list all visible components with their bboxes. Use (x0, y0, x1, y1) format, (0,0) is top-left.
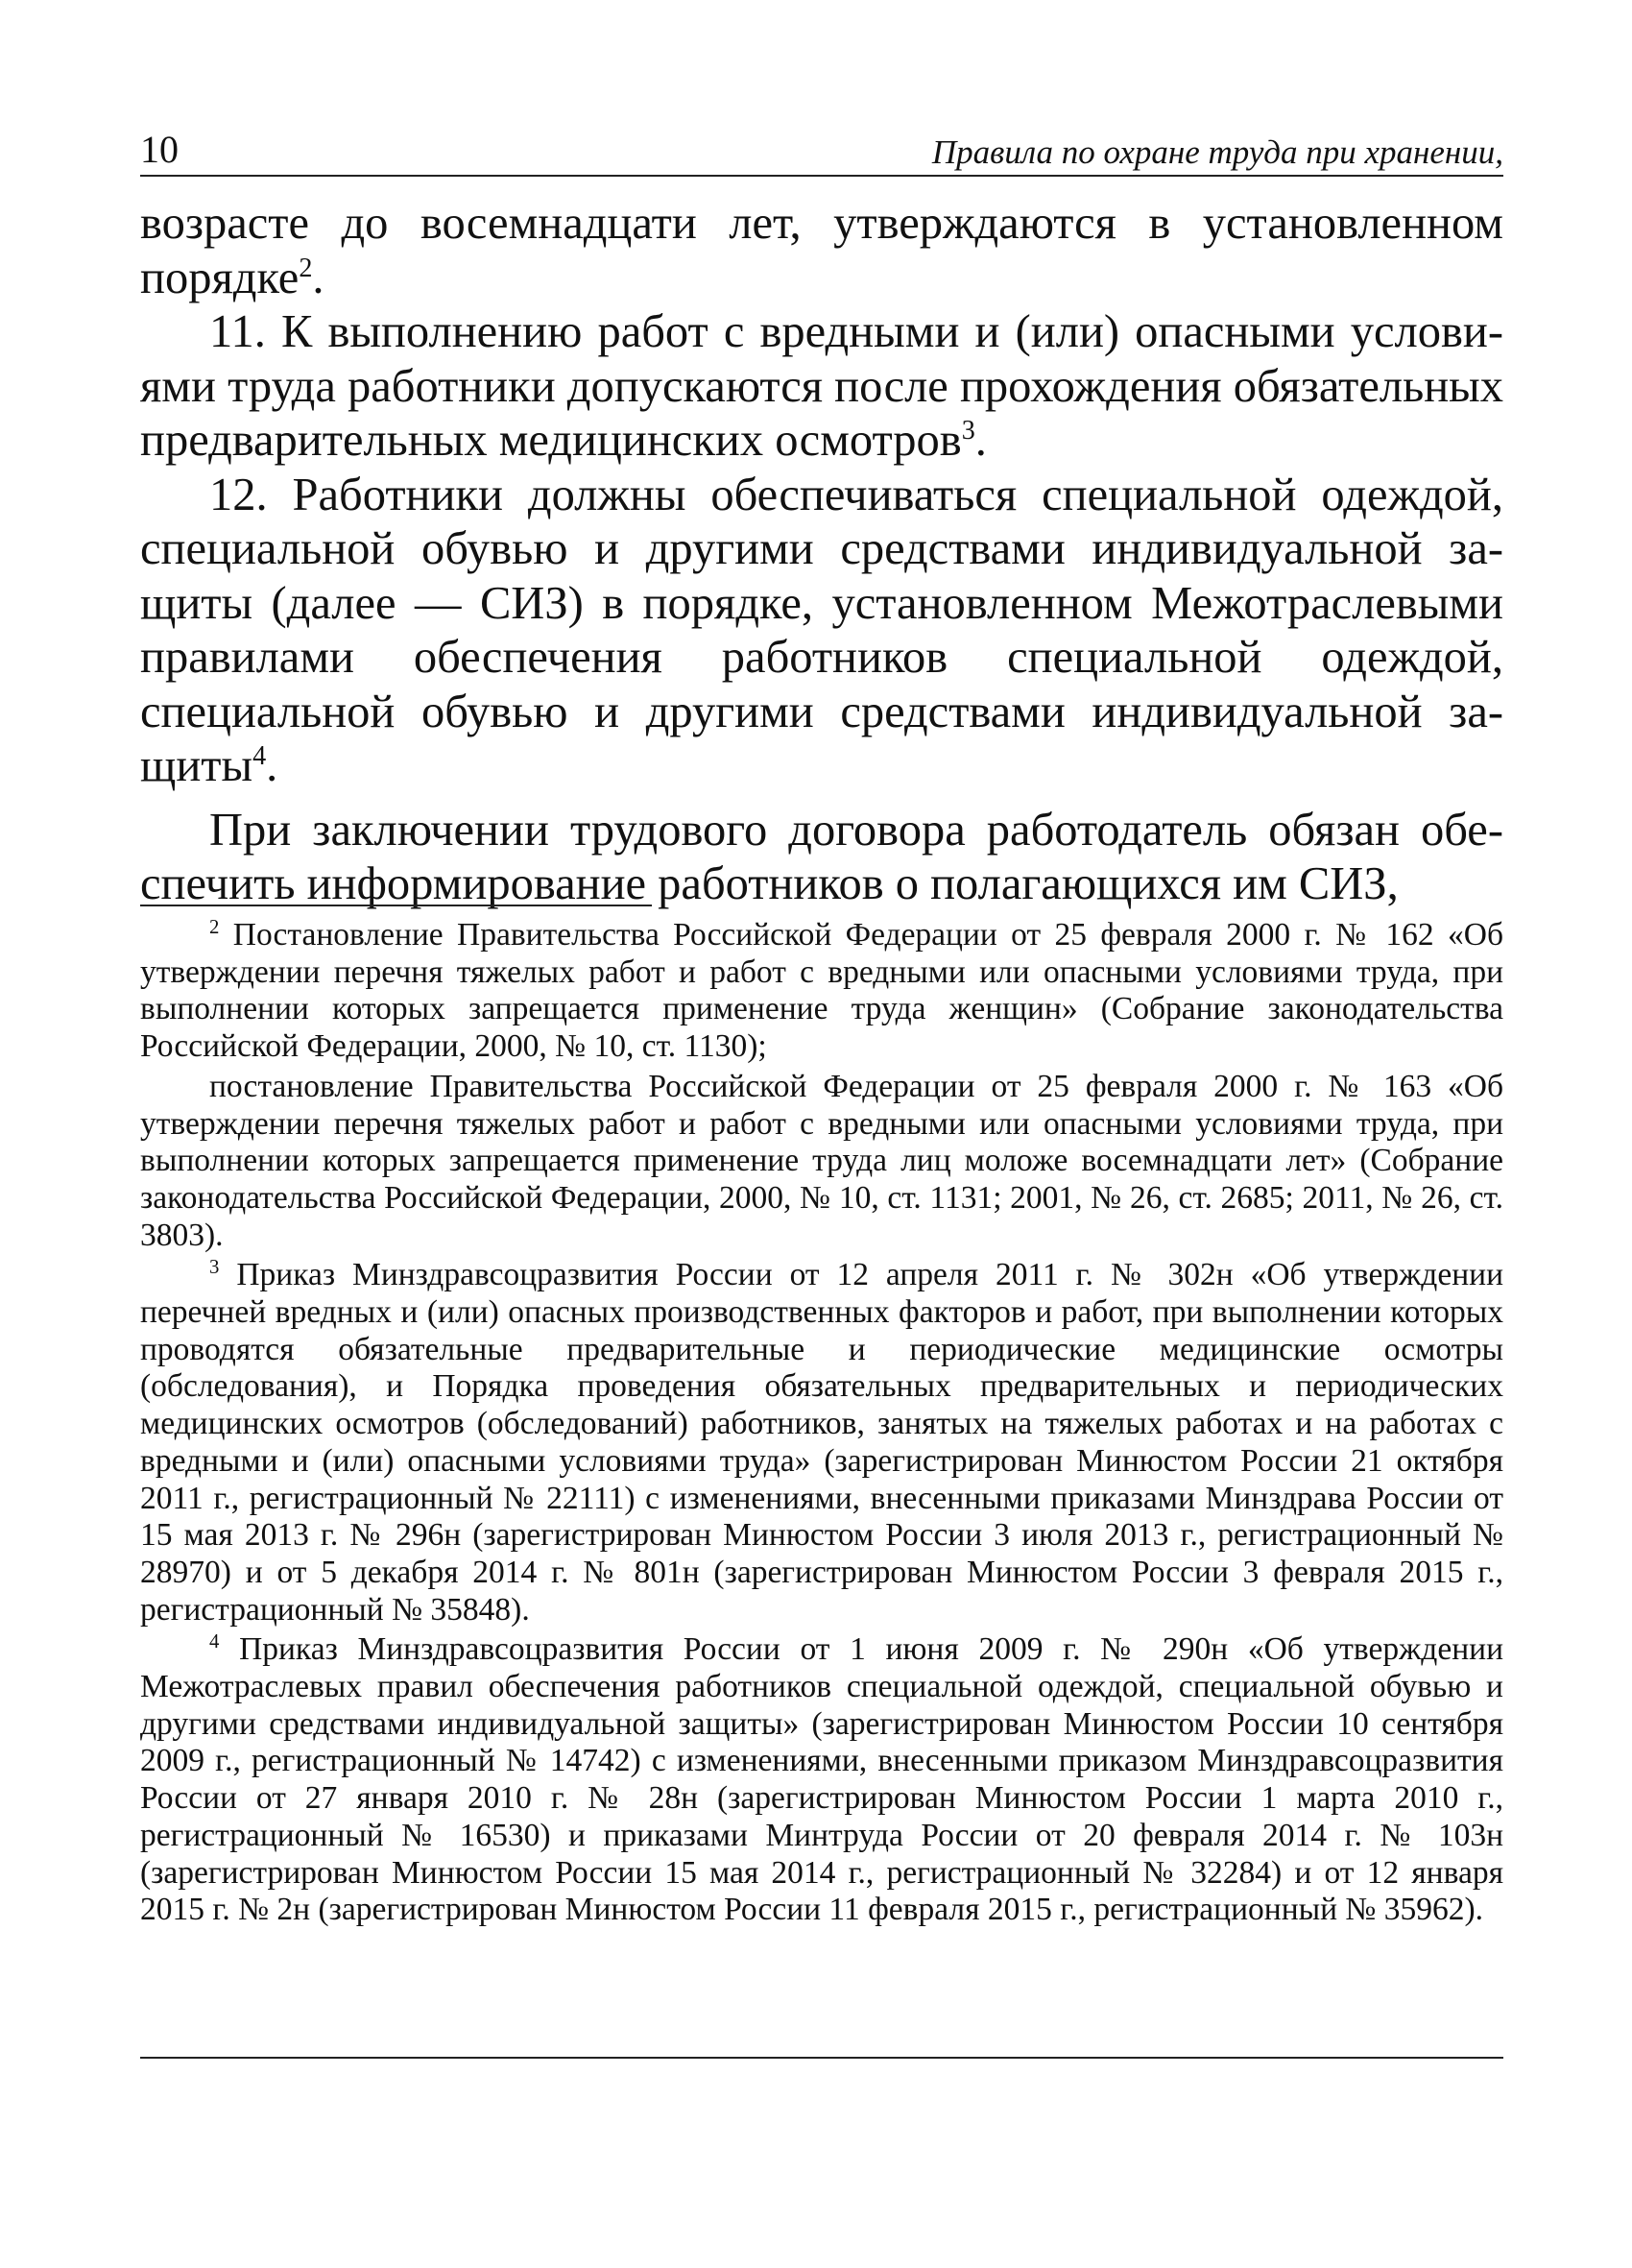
footnote-3 (140, 1257, 1503, 1629)
footnote-2 (140, 917, 1503, 1066)
paragraph-siz (140, 804, 1503, 912)
footnote-4 (140, 1631, 1503, 1929)
paragraph-text: возрасте до восемнадцати лет, утверждаются в установленном порядке (140, 198, 1503, 303)
footnote-separator (140, 905, 652, 906)
footnote-ref[interactable]: 3 (961, 415, 975, 446)
paragraph-text: При заключении трудового договора работодатель обязан обеспечить информирование работников о полагающихся им СИЗ, (140, 804, 1503, 909)
footnote-mark: 4 (209, 1630, 220, 1653)
footnote-text: Приказ Минздравсоцразвития России от 12 апреля 2011 г. № 302н «Об утверждении перечней вредных и (или) опасных производственных факторов и работ, при выполнении которых проводятся обязательные предварительные и периодические медицинские осмотры (обследования), и Порядка проведения обязательных предварительных и периодических медицинских осмотров (обследований) работников, занятых на тяжелых работах и на работах с вредными и (или) опасными условиями труда» (зарегистрирован Минюстом России 21 октября 2011 г., регистрационный № 22111) с изменениями, внесенными приказами Минздрава России от 15 мая 2013 г. № 296н (зарегистрирован Минюстом России 3 июля 2013 г., регистрационный № 28970) и от 5 декабря 2014 г. № 801н (зарегистрирован Минюстом России 3 февраля 2015 г., регистрационный № 35848). (140, 1257, 1503, 1628)
main-text (140, 197, 1503, 912)
footnotes (140, 917, 1503, 1932)
page-number: 10 (140, 128, 179, 171)
paragraph-12: 12. Работники должны обеспечиваться специальной одеждой, специальной обувью и другими средствами индивидуальной защиты (далее — СИЗ) в порядке, установленном Межотраслевыми правилами обеспечения работников специальной одеждой, специальной обувью и другими средствами индивидуальной защиты$^4$. (140, 469, 1503, 791)
footnote-2-continued (140, 1069, 1503, 1255)
footnote-text: Постановление Правительства Российской Федерации от 25 февраля 2000 г. № 162 «Об утверждении перечня тяжелых работ и работ с вредными или опасными условиями труда, при выполнении которых запрещается применение труда женщин» (Собрание законодательства Российской Федерации, 2000, № 10, ст. 1130); (140, 917, 1504, 1065)
footnote-ref[interactable]: 2 (299, 253, 313, 283)
paragraph-text: 11. К выполнению работ с вредными и (или) опасными условиями труда работники допускаются после прохождения обязательных предварительных медицинских осмотров (140, 306, 1503, 466)
paragraph-11: 11. К выполнению работ с вредными и (или) опасными условиями труда работники допускаются после прохождения обязательных предварительных медицинских осмотров$^3$. (140, 306, 1503, 466)
running-title: Правила по охране труда при хранении, (931, 133, 1503, 171)
footnote-text: постановление Правительства Российской Федерации от 25 февраля 2000 г. № 163 «Об утверждении перечня тяжелых работ и работ с вредными или опасными условиями труда, при выполнении которых запрещается применение труда лиц моложе восемнадцати лет» (Собрание законодательства Российской Федерации, 2000, № 10, ст. 1131; 2001, № 26, ст. 2685; 2011, № 26, ст. 3803). (140, 1068, 1503, 1253)
paragraph-continuation: возрасте до восемнадцати лет, утверждаются в установленном порядке$^2$. (140, 198, 1503, 303)
bottom-rule (140, 2057, 1503, 2059)
running-header (140, 121, 1503, 177)
footnote-mark: 3 (209, 1256, 220, 1279)
footnote-ref[interactable]: 4 (252, 740, 267, 771)
paragraph-text: 12. Работники должны обеспечиваться специальной одеждой, специальной обувью и другими средствами индивидуальной защиты (далее — СИЗ) в порядке, установленном Межотраслевыми правилами обеспечения работников специальной одеждой, специальной обувью и другими средствами индивидуальной защиты (140, 469, 1503, 791)
footnote-mark: 2 (209, 915, 220, 938)
footnote-text: Приказ Минздравсоцразвития России от 1 июня 2009 г. № 290н «Об утверждении Межотраслевых правил обеспечения работников специальной одеждой, специальной обувью и другими средствами индивидуальной защиты» (зарегистрирован Минюстом России 10 сентября 2009 г., регистрационный № 14742) с изменениями, внесенными приказом Минздравсоцразвития России от 27 января 2010 г. № 28н (зарегистрирован Минюстом России 1 марта 2010 г., регистрационный № 16530) и приказами Минтруда России от 20 февраля 2014 г. № 103н (зарегистрирован Минюстом России 15 мая 2014 г., регистрационный № 32284) и от 12 января 2015 г. № 2н (зарегистрирован Минюстом России 11 февраля 2015 г., регистрационный № 35962). (140, 1631, 1503, 1928)
